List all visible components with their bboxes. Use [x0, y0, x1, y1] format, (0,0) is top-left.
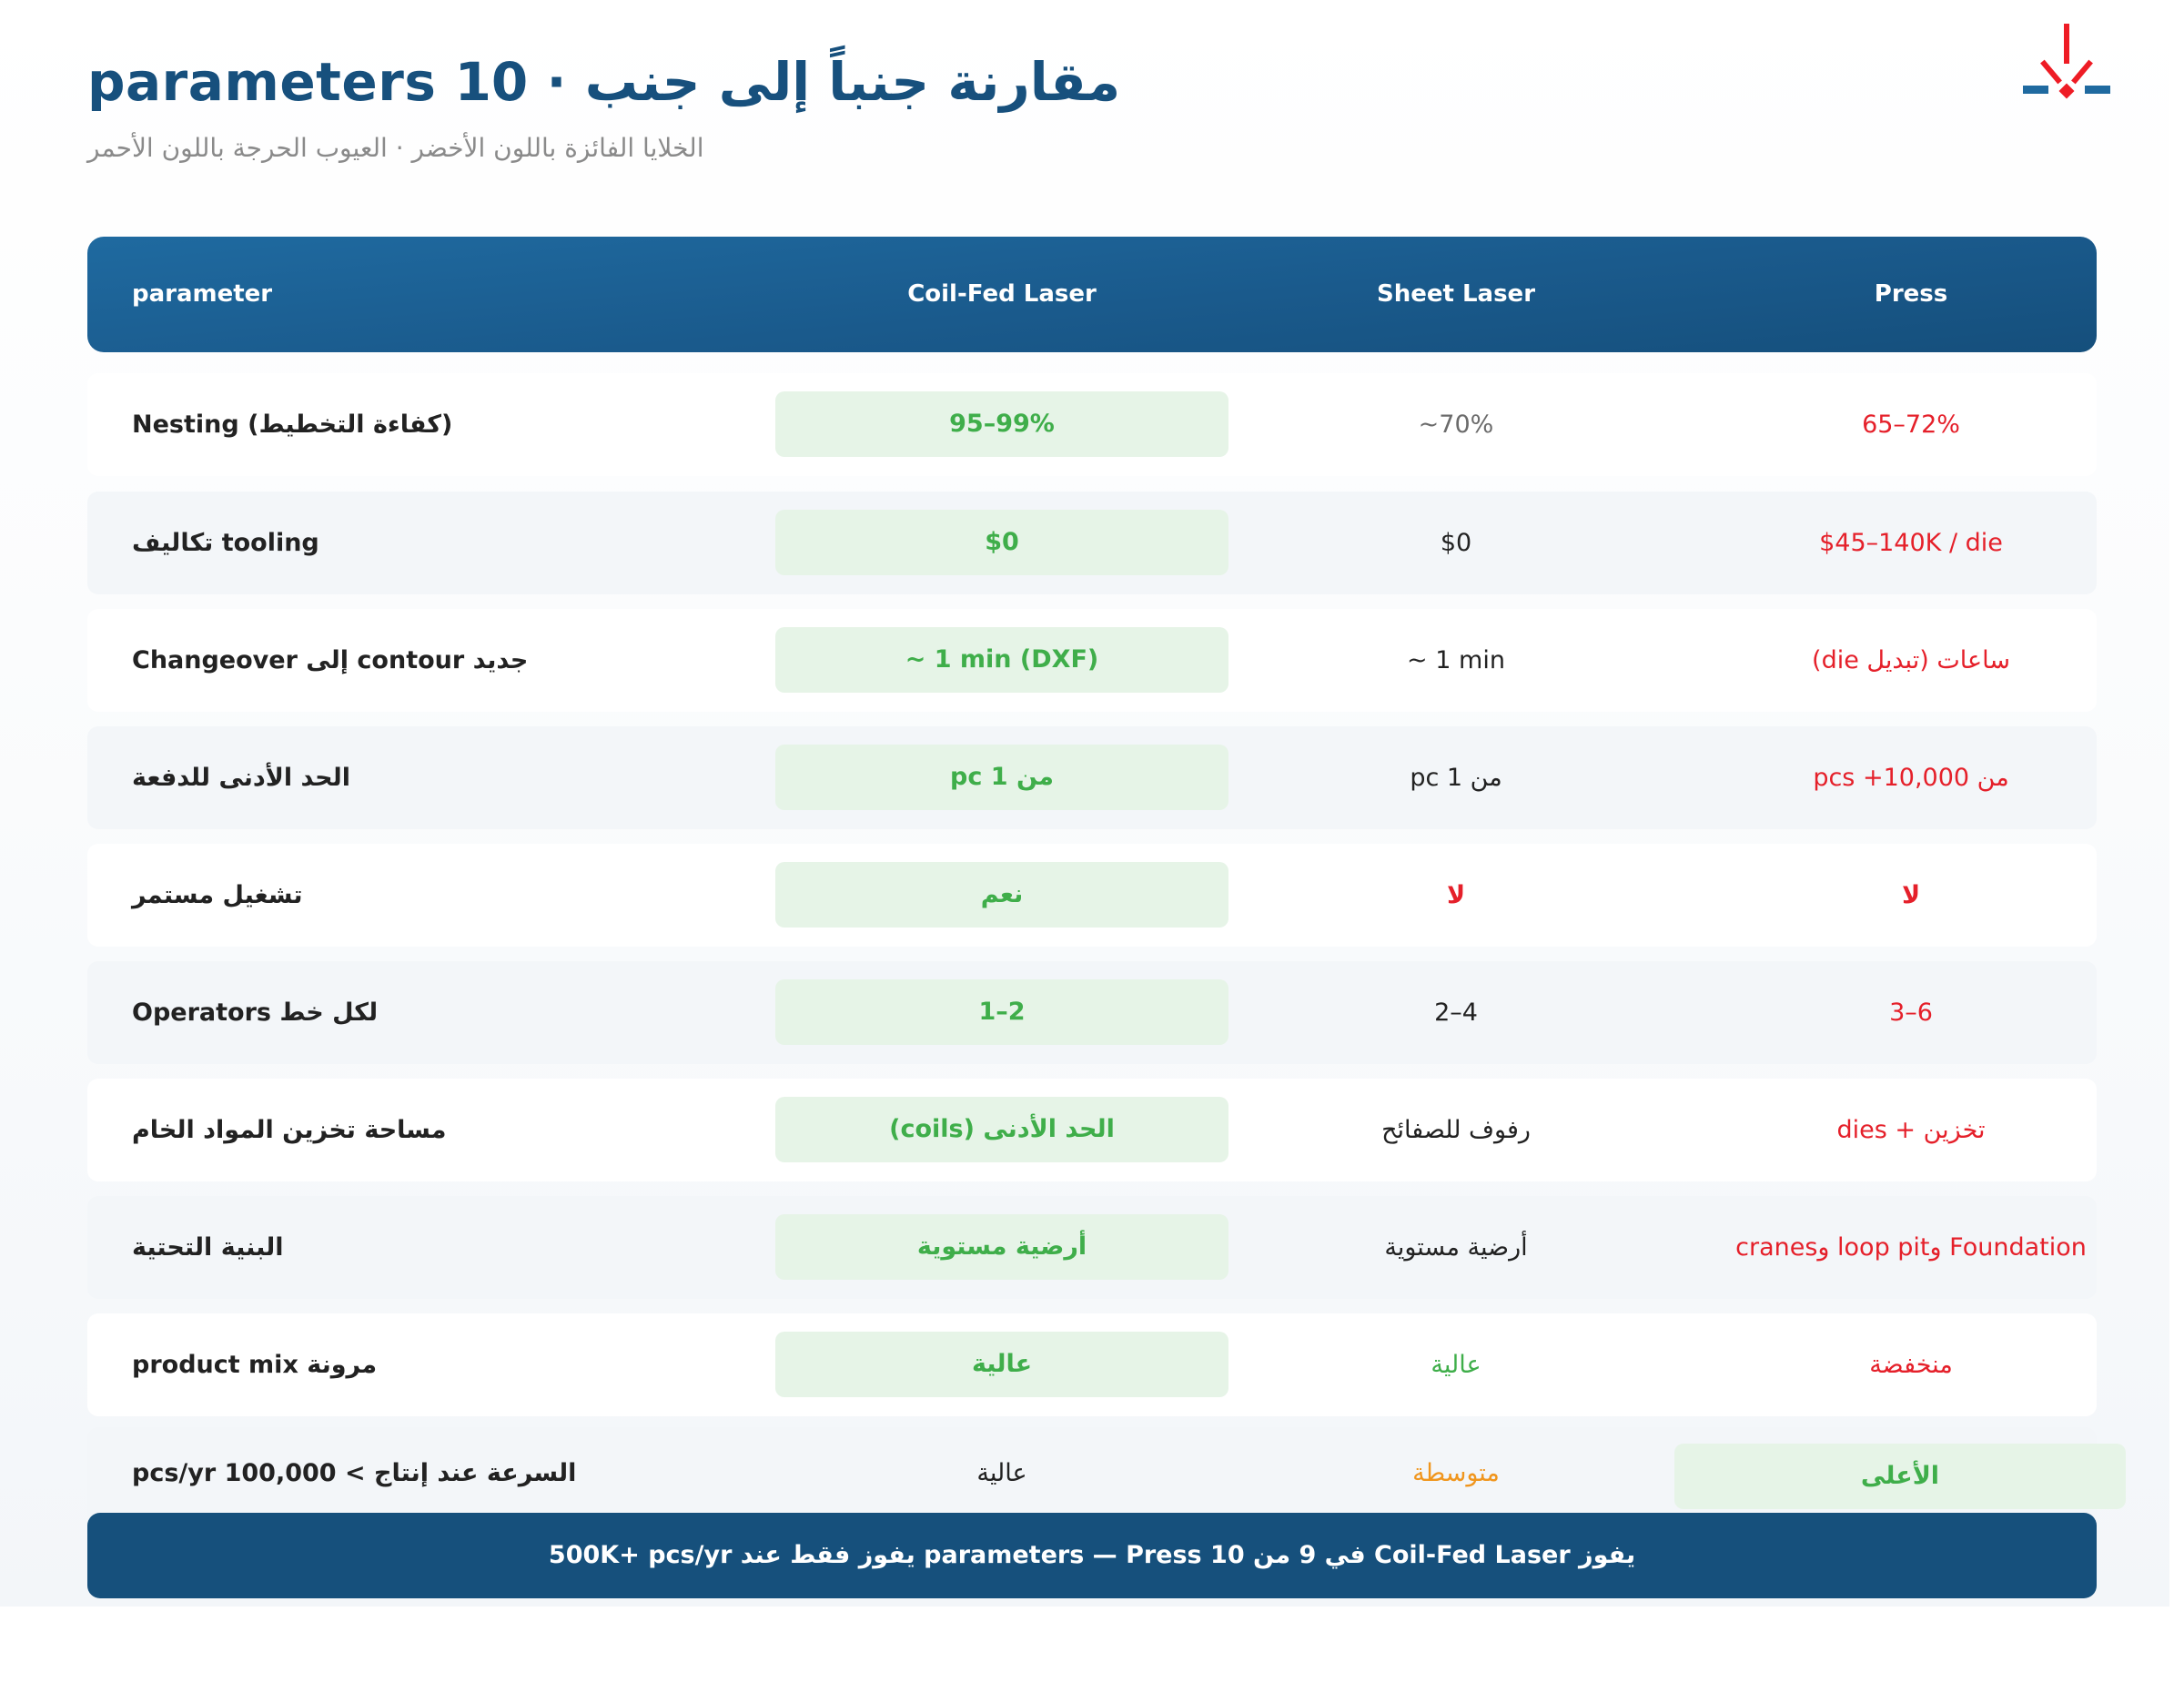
- defect-cell: 3–6: [1889, 999, 1933, 1027]
- winner-cell: 95–99%: [775, 391, 1228, 457]
- winner-cell: أرضية مستوية: [775, 1214, 1228, 1280]
- winner-cell: 1–2: [775, 979, 1228, 1045]
- winner-cell: نعم: [775, 862, 1228, 928]
- sheet-cell: ~ 1 min: [1407, 646, 1505, 674]
- defect-cell: Foundation وloop pit وcranes: [1735, 1233, 2087, 1262]
- table-row: [87, 1313, 2097, 1416]
- column-header-press: Press: [1874, 280, 1948, 308]
- coil-cell: عالية: [976, 1459, 1027, 1487]
- page-subtitle: الخلايا الفائزة باللون الأخضر · العيوب الحرجة باللون الأحمر: [87, 133, 704, 163]
- winner-cell: $0: [775, 510, 1228, 575]
- table-row: [87, 1079, 2097, 1181]
- table-row: [87, 1196, 2097, 1299]
- table-row: [87, 609, 2097, 712]
- defect-cell: 65–72%: [1862, 411, 1960, 439]
- table-row: [87, 492, 2097, 594]
- laser-burst-logo-icon: [2023, 22, 2114, 122]
- winner-cell: الحد الأدنى (coils): [775, 1097, 1228, 1162]
- table-row: [87, 726, 2097, 829]
- summary-banner: يفوز Coil-Fed Laser في 9 من 10 parameters — Press يفوز فقط عند 500K+ pcs/yr: [87, 1513, 2097, 1598]
- table-row: [87, 961, 2097, 1064]
- winner-cell: الأعلى: [1674, 1444, 2126, 1509]
- row-label: تشغيل مستمر: [132, 881, 303, 909]
- sheet-cell: $0: [1440, 529, 1472, 557]
- defect-cell: تخزين + dies: [1836, 1116, 1986, 1144]
- column-header-parameter: parameter: [132, 280, 273, 308]
- column-header-coil-fed-laser: Coil-Fed Laser: [907, 280, 1097, 308]
- defect-cell: $45–140K / die: [1819, 529, 2003, 557]
- row-label: تكاليف tooling: [132, 529, 319, 557]
- winner-cell: ~ 1 min (DXF): [775, 627, 1228, 693]
- table-row: [87, 373, 2097, 476]
- row-label: مرونة product mix: [132, 1351, 378, 1379]
- comparison-table-header: [87, 237, 2097, 352]
- row-label: Changeover إلى contour جديد: [132, 646, 529, 674]
- sheet-cell: أرضية مستوية: [1384, 1233, 1528, 1262]
- row-label: Operators لكل خط: [132, 999, 379, 1027]
- row-label: السرعة عند إنتاج > 100,000 pcs/yr: [132, 1459, 577, 1487]
- column-header-sheet-laser: Sheet Laser: [1376, 280, 1536, 308]
- row-label: الحد الأدنى للدفعة: [132, 764, 350, 792]
- sheet-cell: 2–4: [1434, 999, 1478, 1027]
- row-label: Nesting (كفاءة التخطيط): [132, 411, 453, 439]
- defect-cell: ساعات (تبديل die): [1812, 646, 2010, 674]
- sheet-cell: رفوف للصفائح: [1381, 1116, 1531, 1144]
- page-title: مقارنة جنباً إلى جنب · 10 parameters: [87, 51, 1121, 113]
- sheet-cell: من 1 pc: [1410, 764, 1502, 792]
- defect-cell: لا: [1901, 881, 1921, 909]
- row-label: البنية التحتية: [132, 1233, 284, 1262]
- table-row: [87, 844, 2097, 947]
- winner-cell: عالية: [775, 1332, 1228, 1397]
- sheet-cell: عالية: [1431, 1351, 1481, 1379]
- sheet-cell: ~70%: [1418, 411, 1494, 439]
- defect-cell: لا: [1446, 881, 1466, 909]
- defect-cell: من 10,000+ pcs: [1813, 764, 2009, 792]
- row-label: مساحة تخزين المواد الخام: [132, 1116, 447, 1144]
- winner-cell: من 1 pc: [775, 745, 1228, 810]
- defect-cell: منخفضة: [1869, 1351, 1953, 1379]
- medium-cell: متوسطة: [1412, 1459, 1500, 1487]
